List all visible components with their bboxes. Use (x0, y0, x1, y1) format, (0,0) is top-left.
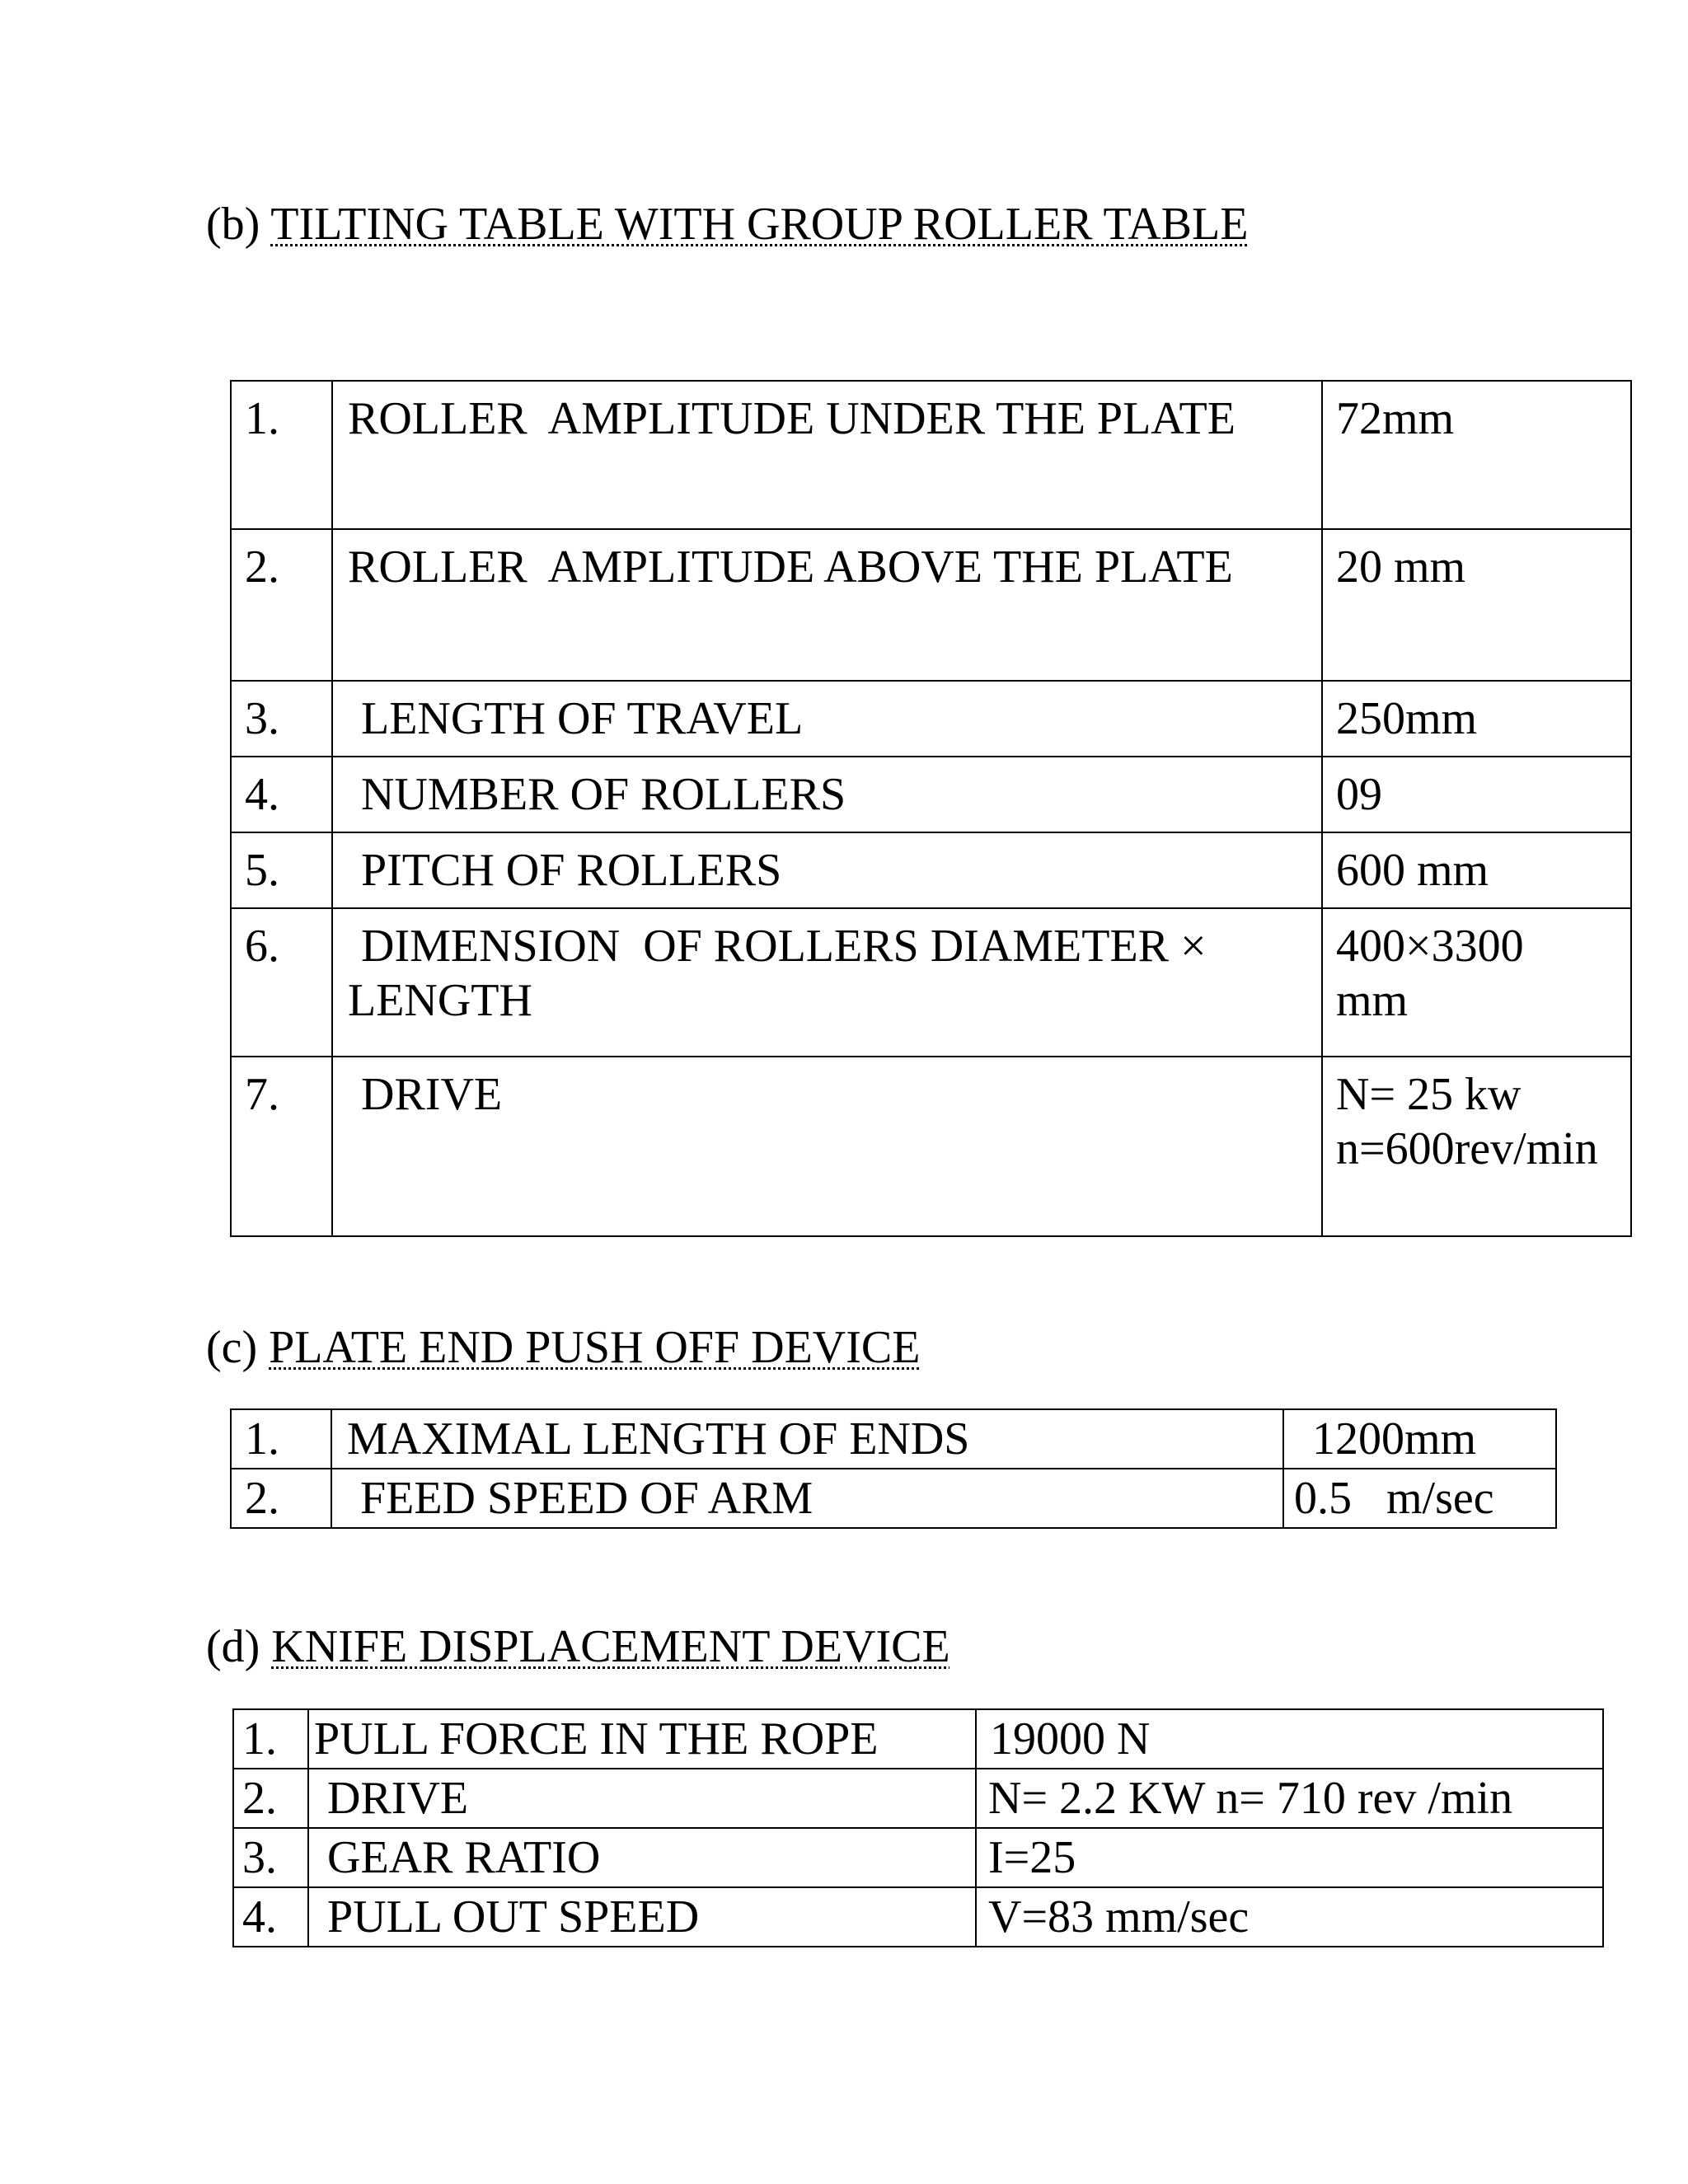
table-row (231, 1409, 1556, 1469)
tilting-table-spec-table (230, 380, 1632, 1237)
row-description-line1: DIMENSION OF ROLLERS DIAMETER × (361, 921, 1207, 972)
row-value: 250mm (1322, 681, 1631, 757)
row-description: PITCH OF ROLLERS (332, 832, 1322, 908)
row-number: 2. (233, 1769, 308, 1828)
row-value: 19000 N (976, 1709, 1603, 1769)
row-number: 7. (231, 1057, 332, 1236)
section-c-title: PLATE END PUSH OFF DEVICE (269, 1322, 921, 1373)
table-row (233, 1769, 1603, 1828)
row-value: 72mm (1322, 381, 1631, 529)
section-d-title: KNIFE DISPLACEMENT DEVICE (271, 1621, 950, 1672)
row-value-line1: N= 25 kw (1336, 1069, 1522, 1120)
row-description: PULL OUT SPEED (308, 1887, 976, 1947)
row-number: 3. (233, 1828, 308, 1887)
row-description: PULL FORCE IN THE ROPE (308, 1709, 976, 1769)
table-row (231, 908, 1631, 1057)
row-number: 1. (231, 1409, 331, 1469)
row-number: 3. (231, 681, 332, 757)
row-description: GEAR RATIO (308, 1828, 976, 1887)
push-off-device-spec-table (230, 1408, 1557, 1529)
row-description: DRIVE (332, 1057, 1322, 1236)
row-number: 2. (231, 1469, 331, 1528)
row-description: MAXIMAL LENGTH OF ENDS (331, 1409, 1283, 1469)
table-row (233, 1887, 1603, 1947)
table-row (231, 381, 1631, 529)
row-number: 1. (231, 381, 332, 529)
section-b-title: TILTING TABLE WITH GROUP ROLLER TABLE (270, 199, 1249, 250)
row-description (332, 908, 1322, 1057)
row-value: I=25 (976, 1828, 1603, 1887)
row-description: ROLLER AMPLITUDE ABOVE THE PLATE (332, 529, 1322, 681)
table-row (231, 1469, 1556, 1528)
row-number: 5. (231, 832, 332, 908)
section-b-label: (b) (206, 199, 260, 250)
row-value: 600 mm (1322, 832, 1631, 908)
table-row (231, 681, 1631, 757)
row-value-line2: n=600rev/min (1336, 1123, 1598, 1174)
row-description: LENGTH OF TRAVEL (332, 681, 1322, 757)
table-row (233, 1828, 1603, 1887)
row-description: ROLLER AMPLITUDE UNDER THE PLATE (332, 381, 1322, 529)
row-value: N= 2.2 KW n= 710 rev /min (976, 1769, 1603, 1828)
table-row (231, 1057, 1631, 1236)
row-description-line2: LENGTH (348, 975, 532, 1026)
row-description: DRIVE (308, 1769, 976, 1828)
row-description: FEED SPEED OF ARM (331, 1469, 1283, 1528)
row-number: 4. (231, 757, 332, 832)
table-row (233, 1709, 1603, 1769)
section-c-label: (c) (206, 1322, 258, 1373)
row-number: 1. (233, 1709, 308, 1769)
section-c-heading (206, 1321, 920, 1374)
knife-displacement-spec-table (232, 1708, 1604, 1947)
row-number: 6. (231, 908, 332, 1057)
section-b-heading (206, 198, 1248, 251)
section-d-label: (d) (206, 1621, 260, 1672)
row-value (1322, 908, 1631, 1057)
row-value (1322, 1057, 1631, 1236)
table-row (231, 529, 1631, 681)
table-row (231, 832, 1631, 908)
row-value: 1200mm (1283, 1409, 1556, 1469)
row-number: 2. (231, 529, 332, 681)
row-value: 0.5 m/sec (1283, 1469, 1556, 1528)
row-description: NUMBER OF ROLLERS (332, 757, 1322, 832)
row-value-line1: 400×3300 (1336, 921, 1524, 972)
row-number: 4. (233, 1887, 308, 1947)
table-row (231, 757, 1631, 832)
section-d-heading (206, 1620, 950, 1673)
row-value-line2: mm (1336, 975, 1409, 1026)
row-value: 20 mm (1322, 529, 1631, 681)
row-value: 09 (1322, 757, 1631, 832)
row-value: V=83 mm/sec (976, 1887, 1603, 1947)
